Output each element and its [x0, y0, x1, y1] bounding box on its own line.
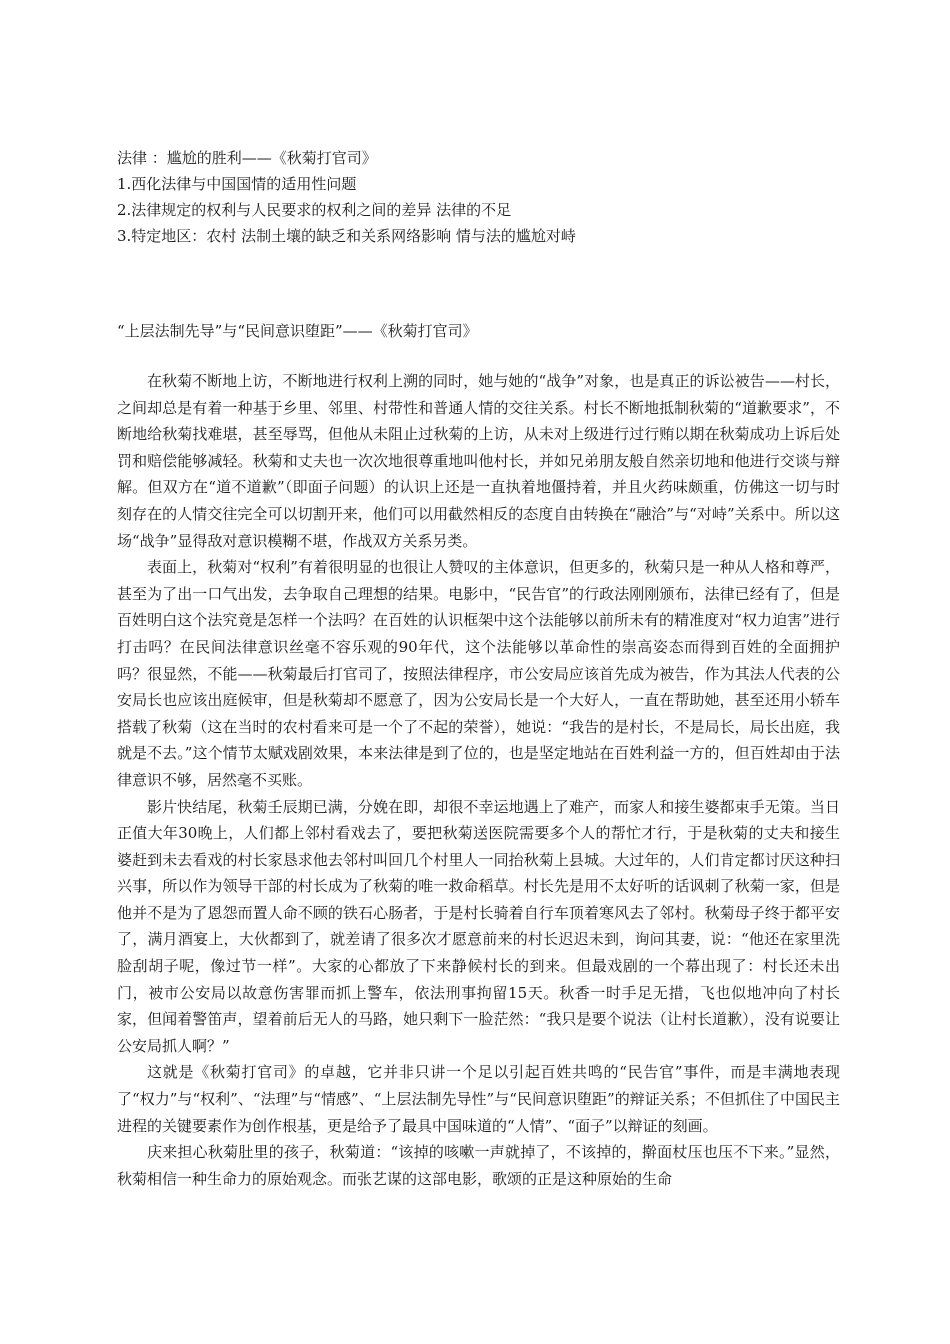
paragraph-1: 在秋菊不断地上访，不断地进行权利上溯的同时，她与她的“战争”对象，也是真正的诉讼被告——村长，之间却总是有着一种基于乡里、邻里、村带性和普通人情的交往关系。村长不断地抵制秋菊的“道歉要求”，不断地给秋菊找难堪，甚至辱骂，但他从未阻止过秋菊的上访，从未对上级进行过行贿以期在秋菊成功上诉后处罚和赔偿能够减轻。秋菊和丈夫也一次次地很尊重地叫他村长，并如兄弟朋友般自然亲切地和他进行交谈与辩解。但双方在“道不道歉”（即面子问题）的认识上还是一直执着地僵持着，并且火药味颇重，仿佛这一切与时刻存在的人情交往完全可以切割开来，他们可以用截然相反的态度自由转换在“融洽”与“对峙”关系中。所以这场“战争”显得敌对意识模糊不堪，作战双方关系另类。 — [117, 372, 840, 550]
outline-title: 法律 ：尴尬的胜利——《秋菊打官司》 — [117, 149, 377, 167]
essay-title: “上层法制先导”与“民间意识堕距”——《秋菊打官司》 — [117, 322, 478, 340]
essay-body — [117, 368, 840, 1192]
paragraph-5: 庆来担心秋菊肚里的孩子，秋菊道：“该掉的咳嗽一声就掉了，不该掉的，擀面杖压也压不下来。”显然，秋菊相信一种生命力的原始观念。而张艺谋的这部电影，歌颂的正是这种原始的生命 — [117, 1143, 840, 1188]
outline-point-3: 3.特定地区：农村 法制土壤的缺乏和关系网络影响 情与法的尴尬对峙 — [117, 227, 576, 245]
paragraph-3: 影片快结尾，秋菊壬辰期已满，分娩在即，却很不幸运地遇上了难产，而家人和接生婆都束手无策。当日正值大年30晚上，人们都上邻村看戏去了，要把秋菊送医院需要多个人的帮忙才行，于是秋菊的丈夫和接生婆赶到未去看戏的村长家恳求他去邻村叫回几个村里人一同抬秋菊上县城。大过年的，人们肯定都讨厌这种扫兴事，所以作为领导干部的村长成为了秋菊的唯一救命稻草。村长先是用不太好听的话讽刺了秋菊一家，但是他并不是为了恩怨而置人命不顾的铁石心肠者，于是村长骑着自行车顶着寒风去了邻村。秋菊母子终于都平安了，满月酒宴上，大伙都到了，就差请了很多次才愿意前来的村长迟迟未到，询问其妻，说：“他还在家里洗脸刮胡子呢，像过节一样”。大家的心都放了下来静候村长的到来。但最戏剧的一个幕出现了：村长还未出门，被市公安局以故意伤害罪而抓上警车，依法刑事拘留15天。秋香一时手足无措，飞也似地冲向了村长家，但闻着警笛声，望着前后无人的马路，她只剩下一脸茫然：“我只是要个说法（让村长道歉），没有说要让公安局抓人啊？” — [117, 797, 840, 1055]
paragraph-4: 这就是《秋菊打官司》的卓越，它并非只讲一个足以引起百姓共鸣的“民告官”事件，而是丰满地表现了“权力”与“权利”、“法理”与“情感”、“上层法制先导性”与“民间意识堕距”的辩证关系；不但抓住了中国民主进程的关键要素作为创作根基，更是给予了最具中国味道的“人情”、“面子”以辩证的刻画。 — [117, 1063, 840, 1135]
paragraph-2: 表面上，秋菊对“权利”有着很明显的也很让人赞叹的主体意识，但更多的，秋菊只是一种从人格和尊严，甚至为了出一口气出发，去争取自己理想的结果。电影中，“民告官”的行政法刚刚颁布，法律已经有了，但是百姓明白这个法究竟是怎样一个法吗？在百姓的认识框架中这个法能够以前所未有的精准度对“权力迫害”进行打击吗？在民间法律意识丝毫不容乐观的90年代，这个法能够以革命性的崇高姿态而得到百姓的全面拥护吗？很显然，不能——秋菊最后打官司了，按照法律程序，市公安局应该首先成为被告，作为其法人代表的公安局长也应该出庭候审，但是秋菊却不愿意了，因为公安局长是一个大好人，一直在帮助她，甚至还用小轿车搭载了秋菊（这在当时的农村看来可是一个了不起的荣誉），她说：“我告的是村长，不是局长，局长出庭，我就是不去。”这个情节太赋戏剧效果，本来法律是到了位的，也是坚定地站在百姓利益一方的，但百姓却由于法律意识不够，居然毫不买账。 — [117, 558, 840, 789]
outline-section — [117, 145, 857, 249]
outline-point-1: 1.西化法律与中国国情的适用性问题 — [117, 175, 357, 193]
outline-point-2: 2.法律规定的权利与人民要求的权利之间的差异 法律的不足 — [117, 201, 512, 219]
